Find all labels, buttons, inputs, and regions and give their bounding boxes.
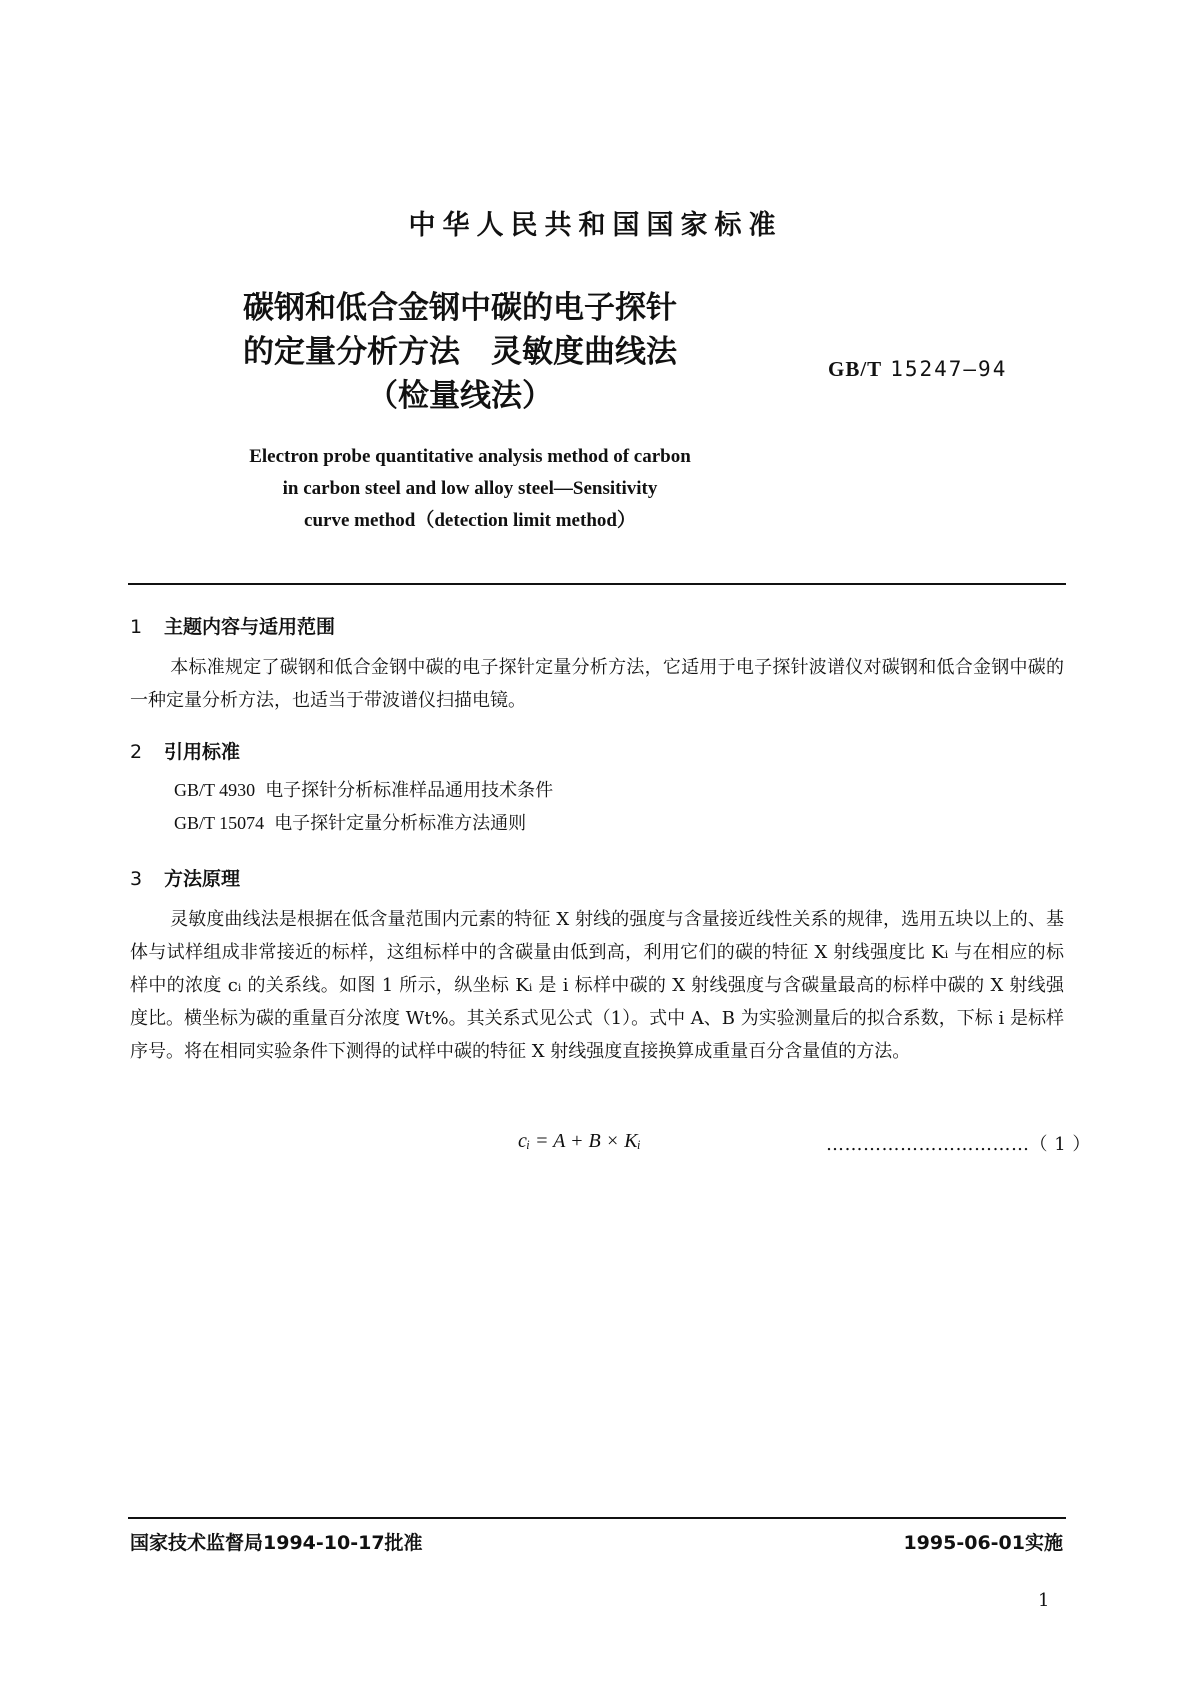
section-3-body: [130, 903, 1064, 1068]
english-title: [160, 441, 780, 537]
reference-code: GB/T 15074: [174, 813, 265, 833]
standard-issuer-header: 中华人民共和国国家标准: [408, 210, 783, 241]
reference-item: [174, 807, 526, 840]
reference-code: GB/T 4930: [174, 780, 256, 800]
section-1-body: [130, 651, 1064, 717]
equation-number: ……………………………（ 1 ）: [826, 1134, 1091, 1155]
reference-title: 电子探针定量分析标准方法通则: [274, 813, 527, 834]
document-title: [170, 286, 750, 418]
formula: cᵢ = A + B × Kᵢ: [518, 1130, 641, 1152]
title-line-3: （检量线法）: [367, 378, 553, 414]
english-title-line-1: Electron probe quantitative analysis method of carbon: [249, 446, 691, 467]
section-title: 主题内容与适用范围: [164, 616, 336, 638]
implementation-date: 1995-06-01实施: [903, 1532, 1063, 1554]
standard-code: [828, 357, 1007, 382]
title-line-2: 的定量分析方法 灵敏度曲线法: [243, 334, 677, 370]
section-number: 2: [130, 741, 143, 763]
standard-prefix: GB/T: [828, 357, 883, 381]
header-divider: [128, 583, 1066, 585]
reference-title: 电子探针分析标准样品通用技术条件: [265, 780, 554, 801]
approval-date: 国家技术监督局1994-10-17批准: [130, 1532, 423, 1554]
section-3-heading: [130, 864, 240, 891]
reference-item: [174, 774, 553, 807]
standard-number: 15247—94: [890, 357, 1008, 381]
section-number: 1: [130, 616, 143, 638]
page-number: 1: [1038, 1590, 1050, 1611]
english-title-line-3: curve method（detection limit method）: [304, 510, 636, 531]
section-2-heading: [130, 737, 240, 764]
section-title: 引用标准: [164, 741, 241, 763]
section-1-heading: [130, 612, 335, 639]
english-title-line-2: in carbon steel and low alloy steel—Sensitivity: [282, 478, 658, 499]
title-line-1: 碳钢和低合金钢中碳的电子探针: [243, 290, 677, 326]
paragraph-text: 灵敏度曲线法是根据在低含量范围内元素的特征 X 射线的强度与含量接近线性关系的规律，选用五块以上的、基体与试样组成非常接近的标样，这组标样中的含碳量由低到高，利用它们的碳的特征 X 射线强度比 Kᵢ 与在相应的标样中的浓度 cᵢ 的关系线。如图 1 所示，纵坐标 Kᵢ 是 i 标样中碳的 X 射线强度与含碳量最高的标样中碳的 X 射线强度比。横坐标为碳的重量百分浓度 Wt%。其关系式见公式（1）。式中 A、B 为实验测量后的拟合系数，下标 i 是标样序号。将在相同实验条件下测得的试样中碳的特征 X 射线强度直接换算成重量百分含量值的方法。: [130, 909, 1064, 1062]
section-title: 方法原理: [164, 868, 241, 890]
section-number: 3: [130, 868, 143, 890]
footer-divider: [128, 1517, 1066, 1519]
paragraph-text: 本标准规定了碳钢和低合金钢中碳的电子探针定量分析方法，它适用于电子探针波谱仪对碳钢和低合金钢中碳的一种定量分析方法，也适当于带波谱仪扫描电镜。: [130, 657, 1064, 711]
